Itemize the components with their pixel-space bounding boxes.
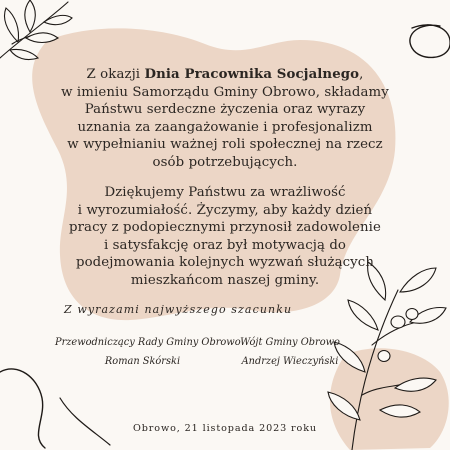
paragraph-2-line-5: podejmowania kolejnych wyzwań służących [75,255,375,271]
closing-salutation: Z wyrazami najwyższego szacunku [64,303,293,316]
paragraph-2-line-1: Dziękujemy Państwu za wrażliwość [104,185,346,200]
signature-role: Wójt Gminy Obrowo [240,337,340,348]
paragraph-2-line-3: pracy z podopiecznymi przynosił zadowolenie [68,220,381,236]
text-occasion-intro: Z okazji [86,67,145,82]
paragraph-2-line-6: mieszkańcom naszej gminy. [130,272,320,288]
paragraph-2-line-4: i satysfakcję oraz był motywacją do [103,237,347,253]
paragraph-1-line-6: osób potrzebujących. [152,154,298,170]
signature-mayor [230,337,350,367]
signature-name: Andrzej Wieczyński [241,356,339,367]
paragraph-1-line-5: w wypełnianiu ważnej roli społecznej na rzecz [67,137,383,153]
signature-name: Roman Skórski [104,356,181,367]
paragraph-2-line-2: i wyrozumiałość. Życzymy, aby każdy dzień [77,202,373,218]
paragraph-1-line-4: uznania za zaangażowanie i profesjonalizm [77,119,373,135]
greeting-paragraph-2 [0,184,450,290]
paragraph-1-line-2: w imieniu Samorządu Gminy Obrowo, składamy [61,84,389,100]
text-comma: , [359,67,364,82]
paragraph-1-line-3: Państwu serdeczne życzenia oraz wyrazy [84,102,366,118]
holiday-name: Dnia Pracownika Socjalnego [144,67,360,82]
place-and-date: Obrowo, 21 listopada 2023 roku [133,423,317,434]
paragraph-1-line-1 [0,66,450,84]
signature-role: Przewodniczący Rady Gminy Obrowo [55,337,241,348]
greeting-paragraph-1 [0,66,450,172]
signature-council-chairman [55,337,241,367]
